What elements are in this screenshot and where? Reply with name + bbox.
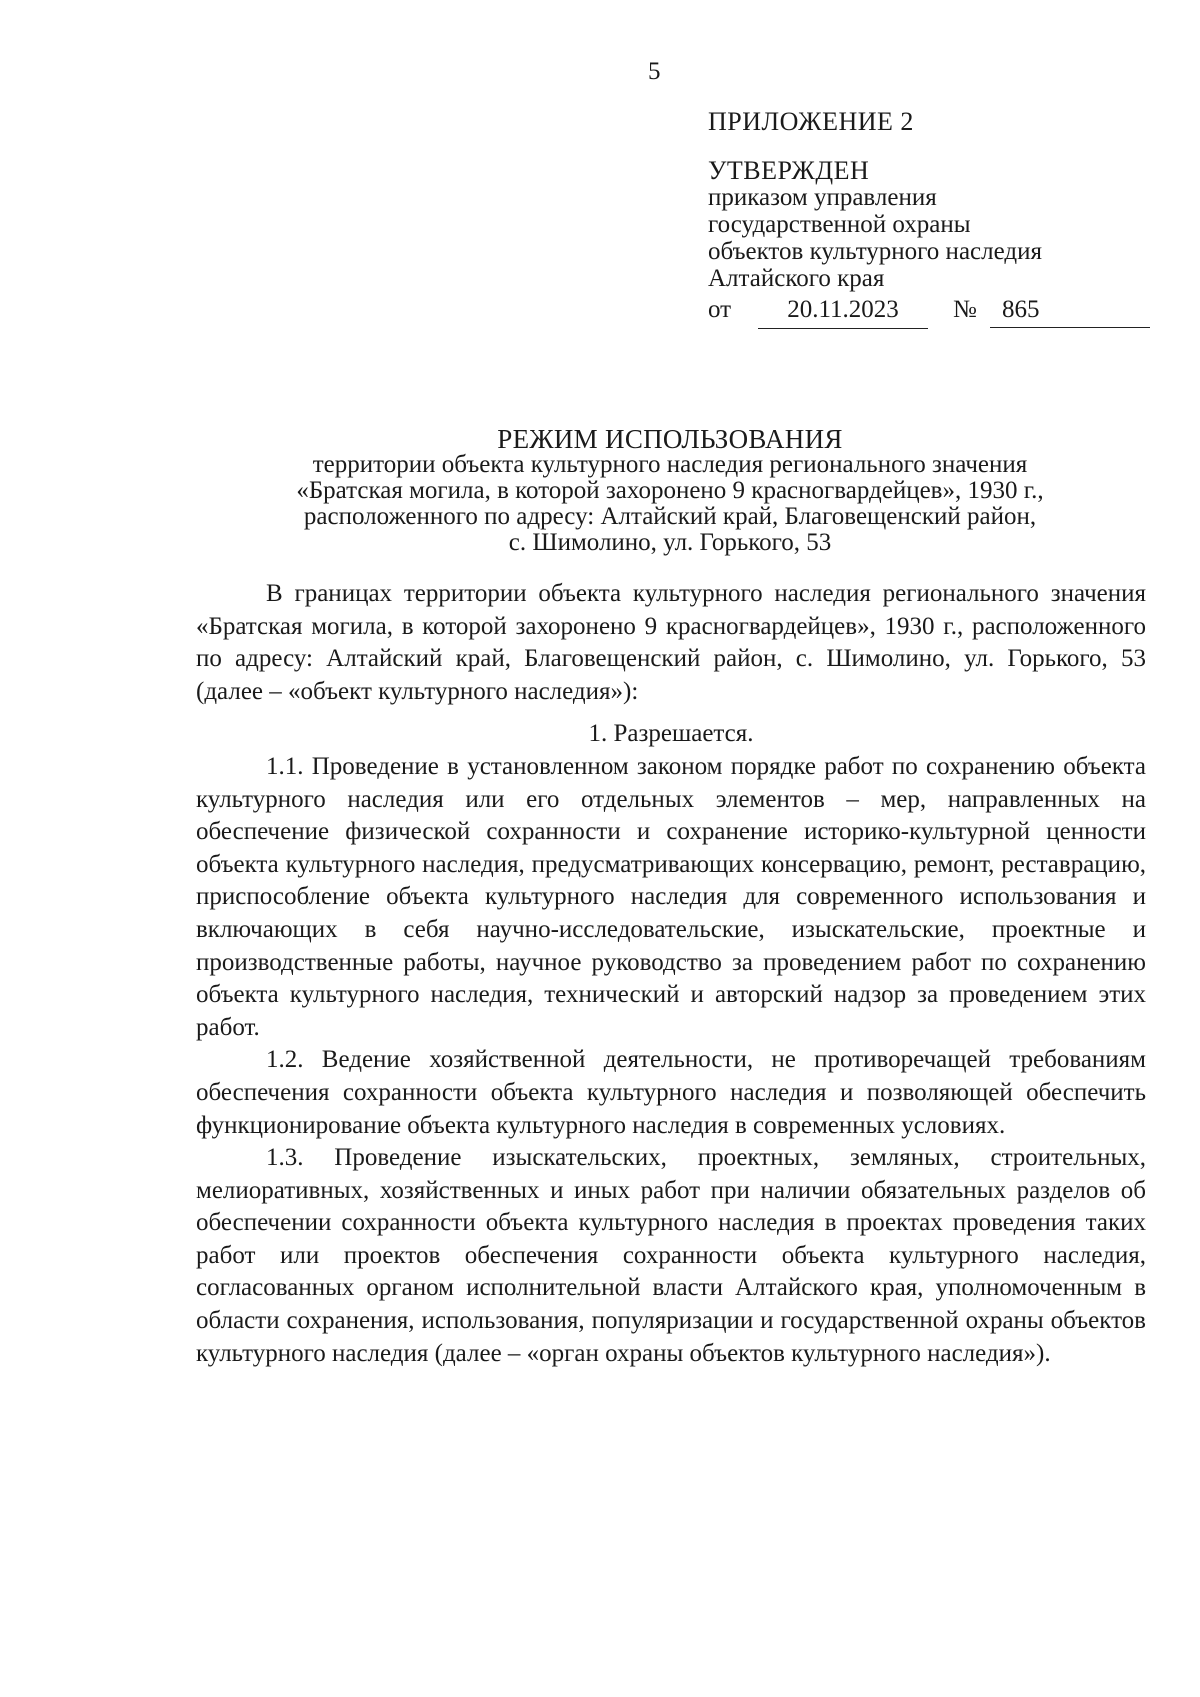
- section-heading: 1. Разрешается.: [588, 720, 754, 748]
- title-line: расположенного по адресу: Алтайский край, Благовещенский район,: [303, 503, 1037, 530]
- approval-line: Алтайского края: [708, 265, 885, 292]
- title-line: территории объекта культурного наследия регионального значения: [312, 451, 1028, 478]
- page-number: 5: [648, 58, 661, 85]
- document-body: [196, 578, 1146, 1370]
- document-title: РЕЖИМ ИСПОЛЬЗОВАНИЯ: [497, 424, 843, 454]
- intro-paragraph: В границах территории объекта культурного наследия регионального значения «Братская могила, в которой захоронено 9 красногвардейцев», 1930 г., расположенного по адресу: Алтайский край, Благовещенский район, с. Шимолино, ул. Горького, 53 (далее – «объект культурного наследия»):: [196, 580, 1146, 705]
- clause-paragraph: 1.3. Проведение изыскательских, проектных, земляных, строительных, мелиоративных, хозяйственных и иных работ при наличии обязательных разделов об обеспечении сохранности объекта культурного наследия в проектах проведения таких работ или проектов обеспечения сохранности объекта культурного наследия, согласованных органом исполнительной власти Алтайского края, уполномоченным в области сохранения, использования, популяризации и государственной охраны объектов культурного наследия (далее – «орган охраны объектов культурного наследия»).: [196, 1144, 1146, 1367]
- document-title-block: [195, 426, 1145, 556]
- clause-paragraph: 1.1. Проведение в установленном законом порядке работ по сохранению объекта культурного наследия или его отдельных элементов – мер, направленных на обеспечение физической сохранности и сохранение историко-культурной ценности объекта культурного наследия, предусматривающих консервацию, ремонт, реставрацию, приспособление объекта культурного наследия для современного использования и включающих в себя научно-исследовательские, изыскательские, проектные и производственные работы, научное руководство за проведением работ по сохранению объекта культурного наследия, технический и авторский надзор за проведением этих работ.: [196, 752, 1146, 1041]
- title-line: «Братская могила, в которой захоронено 9 красногвардейцев», 1930 г.,: [296, 477, 1044, 504]
- approval-line: приказом управления: [708, 184, 937, 211]
- order-date-number-line: [708, 296, 1158, 330]
- appendix-label: ПРИЛОЖЕНИЕ 2: [708, 107, 914, 136]
- approved-label: УТВЕРЖДЕН: [708, 156, 870, 185]
- order-date: 20.11.2023: [758, 296, 928, 329]
- clause-paragraph: 1.2. Ведение хозяйственной деятельности, не противоречащей требованиям обеспечения сохранности объекта культурного наследия и позволяющей обеспечить функционирование объекта культурного наследия в современных условиях.: [196, 1046, 1146, 1139]
- order-number: 865: [990, 296, 1150, 328]
- number-sign: №: [953, 296, 977, 323]
- title-line: с. Шимолино, ул. Горького, 53: [508, 529, 832, 556]
- from-label: от: [708, 296, 732, 323]
- approval-line: государственной охраны: [708, 211, 971, 238]
- approval-line: объектов культурного наследия: [708, 238, 1042, 265]
- approval-block: [708, 108, 1158, 330]
